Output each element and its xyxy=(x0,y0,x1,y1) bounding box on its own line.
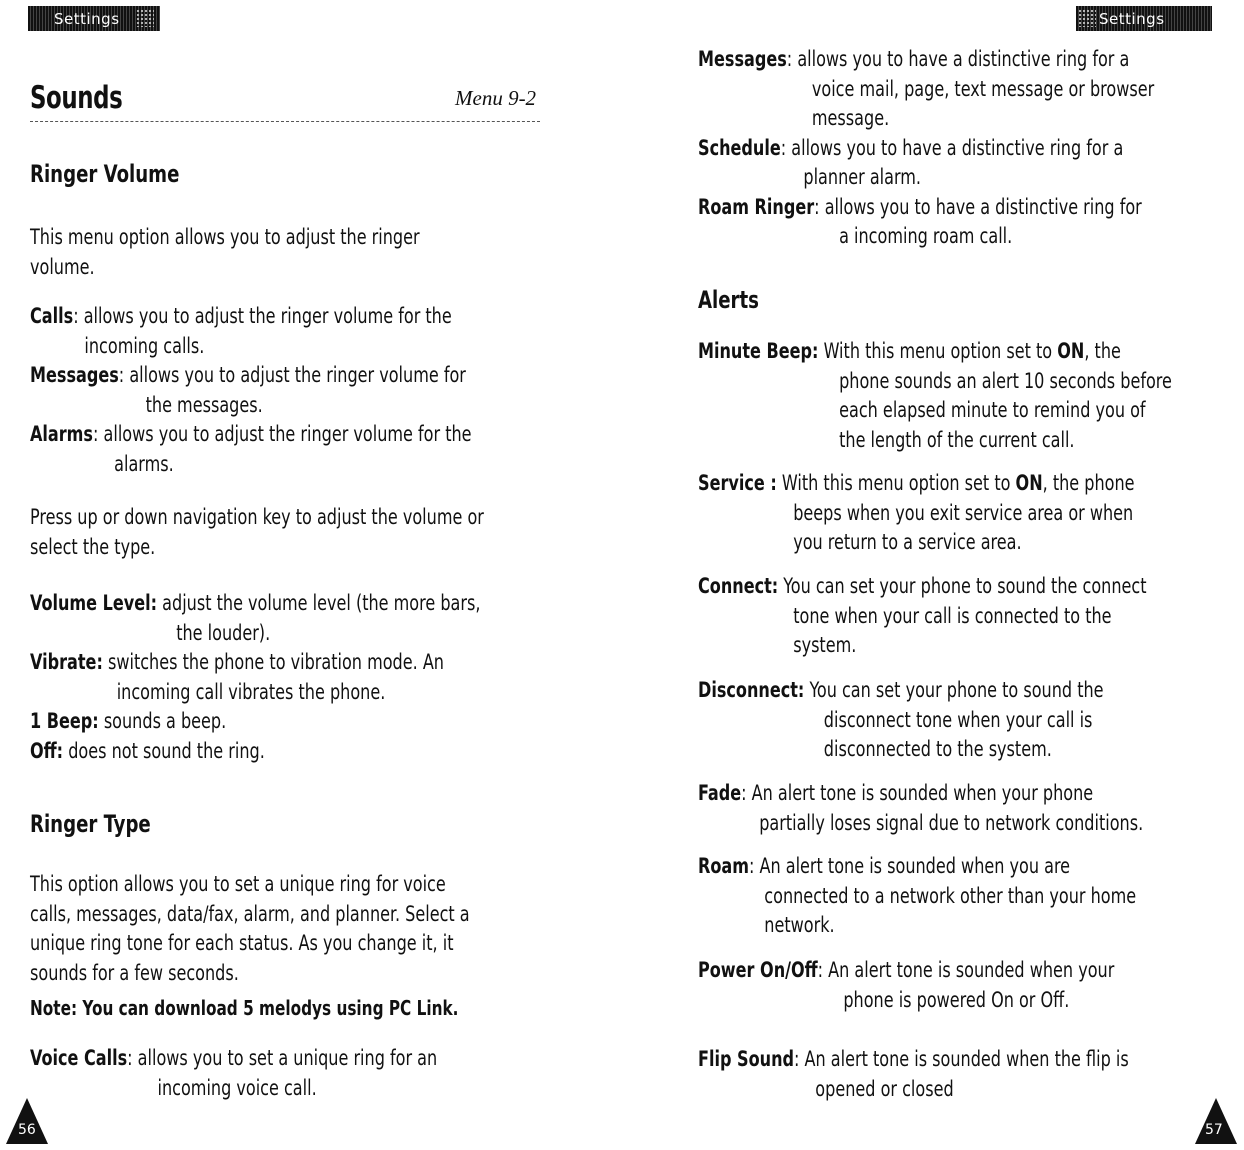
list-item xyxy=(30,589,480,619)
ringer-volume-intro xyxy=(30,223,488,282)
term: Service : xyxy=(698,471,777,495)
term: Volume Level: xyxy=(30,591,158,615)
term: Minute Beep: xyxy=(698,339,819,363)
list-item xyxy=(698,134,1154,164)
list-item xyxy=(30,737,480,767)
item-text: allows you to adjust the ringer volume for the xyxy=(83,304,452,328)
list-item xyxy=(698,337,1172,367)
term-sep: : xyxy=(92,422,99,446)
item-text: does not sound the ring. xyxy=(68,738,265,763)
item-text: planner alarm. xyxy=(803,165,922,189)
term-sep: : xyxy=(786,47,793,71)
item-text: the length of the current call. xyxy=(839,427,1075,452)
item-text: allows you to have a distinctive ring for a xyxy=(797,47,1130,71)
item-text: : An alert tone is sounded when you are xyxy=(748,854,1071,878)
list-item xyxy=(698,852,1136,882)
voice-calls-item xyxy=(30,1044,509,1103)
term: Vibrate: xyxy=(30,650,103,674)
note xyxy=(30,994,534,1024)
text-line: Press up or down navigation key to adjust the volume or xyxy=(30,505,484,529)
note-text: Note: You can download 5 melodys using PC Link. xyxy=(30,996,459,1020)
header-tab-right xyxy=(1076,6,1212,31)
item-text: phone sounds an alert 10 seconds before xyxy=(839,368,1172,393)
item-text: beeps when you exit service area or when xyxy=(793,500,1134,525)
volume-items-list xyxy=(30,302,549,479)
list-item xyxy=(698,572,1147,602)
page-number-right: 57 xyxy=(1205,1122,1223,1138)
text-line: This option allows you to set a unique ring for voice xyxy=(30,872,446,896)
item-text: each elapsed minute to remind you of xyxy=(839,398,1146,422)
item-text: opened or closed xyxy=(815,1076,954,1101)
term: Roam Ringer xyxy=(698,194,815,219)
alert-service xyxy=(698,469,1212,558)
page-number-left: 56 xyxy=(18,1122,36,1138)
dot-pattern-icon xyxy=(1078,9,1096,27)
term: Disconnect: xyxy=(698,678,805,702)
item-text: voice mail, page, text message or browser xyxy=(811,76,1155,101)
term: Fade xyxy=(698,781,742,805)
term: 1 Beep: xyxy=(30,709,99,733)
ringer-type-intro xyxy=(30,870,547,988)
text-line: This menu option allows you to adjust the ringer xyxy=(30,225,420,249)
item-text: adjust the volume level (the more bars, xyxy=(162,591,481,615)
item-text: : An alert tone is sounded when your xyxy=(817,958,1115,982)
alert-connect xyxy=(698,572,1226,661)
list-item xyxy=(30,707,480,737)
page-title: Sounds xyxy=(30,80,123,116)
press-instructions xyxy=(30,503,564,562)
menu-reference: Menu 9-2 xyxy=(455,86,537,110)
header-tab-left-label: Settings xyxy=(54,9,120,28)
item-text: incoming call vibrates the phone. xyxy=(116,679,386,704)
level-items-list xyxy=(30,589,560,766)
list-item xyxy=(698,1045,1129,1075)
item-text: You can set your phone to sound the connect xyxy=(783,574,1147,598)
list-item xyxy=(30,361,472,391)
term: Alarms xyxy=(30,422,93,446)
item-text: disconnected to the system. xyxy=(823,737,1052,761)
text-line: unique ring tone for each status. As you change it, it xyxy=(30,931,454,955)
term-sep: : xyxy=(118,363,125,387)
emphasis: ON xyxy=(1015,471,1043,495)
term: Voice Calls xyxy=(30,1046,128,1070)
term-sep: : xyxy=(73,304,79,328)
term: Messages xyxy=(30,363,119,387)
alert-minute-beep xyxy=(698,337,1244,455)
list-item xyxy=(698,45,1154,75)
item-text: the louder). xyxy=(176,620,271,645)
item-text: you return to a service area. xyxy=(793,530,1022,554)
item-text: allows you to adjust the ringer volume for the xyxy=(103,422,472,446)
item-text: alarms. xyxy=(114,451,174,476)
heading-ringer-type: Ringer Type xyxy=(30,810,151,838)
header-tab-right-label: Settings xyxy=(1099,9,1165,28)
item-text: network. xyxy=(764,913,835,937)
alert-fade xyxy=(698,779,1222,838)
text-line: select the type. xyxy=(30,534,156,559)
item-text: : An alert tone is sounded when the flip is xyxy=(794,1047,1129,1071)
type-items-list xyxy=(698,45,1235,252)
term-sep: : xyxy=(814,194,820,219)
list-item xyxy=(698,676,1104,706)
item-text: allows you to adjust the ringer volume for xyxy=(129,363,466,387)
list-item xyxy=(698,956,1114,986)
item-text: tone when your call is connected to the xyxy=(793,603,1112,628)
item-text: message. xyxy=(811,106,890,130)
alert-power xyxy=(698,956,1188,1015)
item-text: You can set your phone to sound the xyxy=(809,678,1104,702)
term: Flip Sound xyxy=(698,1047,795,1071)
item-text: incoming voice call. xyxy=(157,1075,317,1100)
item-text: system. xyxy=(793,633,857,657)
term: Messages xyxy=(698,47,787,71)
heading-alerts: Alerts xyxy=(698,286,759,314)
text-line: volume. xyxy=(30,254,95,279)
item-text: phone is powered On or Off. xyxy=(843,987,1070,1012)
item-text: With this menu option set to ON, the phone xyxy=(781,471,1135,495)
divider xyxy=(30,121,540,122)
item-text: allows you to have a distinctive ring for a xyxy=(791,135,1124,160)
list-item xyxy=(30,1044,437,1074)
item-text: allows you to set a unique ring for an xyxy=(137,1046,438,1070)
list-item xyxy=(30,420,472,450)
item-text: allows you to have a distinctive ring for xyxy=(824,194,1142,219)
header-tab-left xyxy=(28,6,160,31)
item-text: incoming calls. xyxy=(84,333,205,358)
term: Power On/Off xyxy=(698,958,818,982)
list-item xyxy=(30,648,480,678)
list-item xyxy=(698,193,1154,223)
item-text: connected to a network other than your home xyxy=(764,883,1137,908)
item-text: disconnect tone when your call is xyxy=(823,707,1093,732)
list-item xyxy=(698,779,1143,809)
term: Roam xyxy=(698,854,749,878)
list-item xyxy=(30,302,472,332)
term-sep: : xyxy=(780,135,787,160)
text-line: calls, messages, data/fax, alarm, and planner. Select a xyxy=(30,901,470,926)
item-text: sounds a beep. xyxy=(103,709,227,733)
list-item xyxy=(698,469,1135,499)
term: Calls xyxy=(30,304,74,328)
item-text: : An alert tone is sounded when your phone xyxy=(741,781,1094,805)
term-sep: : xyxy=(127,1046,133,1070)
alert-roam xyxy=(698,852,1213,941)
text-line: sounds for a few seconds. xyxy=(30,960,239,985)
term: Schedule xyxy=(698,135,781,160)
item-text: partially loses signal due to network conditions. xyxy=(759,810,1144,835)
heading-ringer-volume: Ringer Volume xyxy=(30,160,180,188)
dot-pattern-icon xyxy=(136,9,154,27)
alert-disconnect xyxy=(698,676,1175,765)
term: Off: xyxy=(30,738,64,763)
alert-flip-sound xyxy=(698,1045,1205,1104)
item-text: switches the phone to vibration mode. An xyxy=(107,650,444,674)
item-text: With this menu option set to ON, the xyxy=(823,339,1121,363)
item-text: a incoming roam call. xyxy=(839,224,1013,248)
term: Connect: xyxy=(698,574,779,598)
item-text: the messages. xyxy=(145,392,263,417)
emphasis: ON xyxy=(1057,339,1085,363)
